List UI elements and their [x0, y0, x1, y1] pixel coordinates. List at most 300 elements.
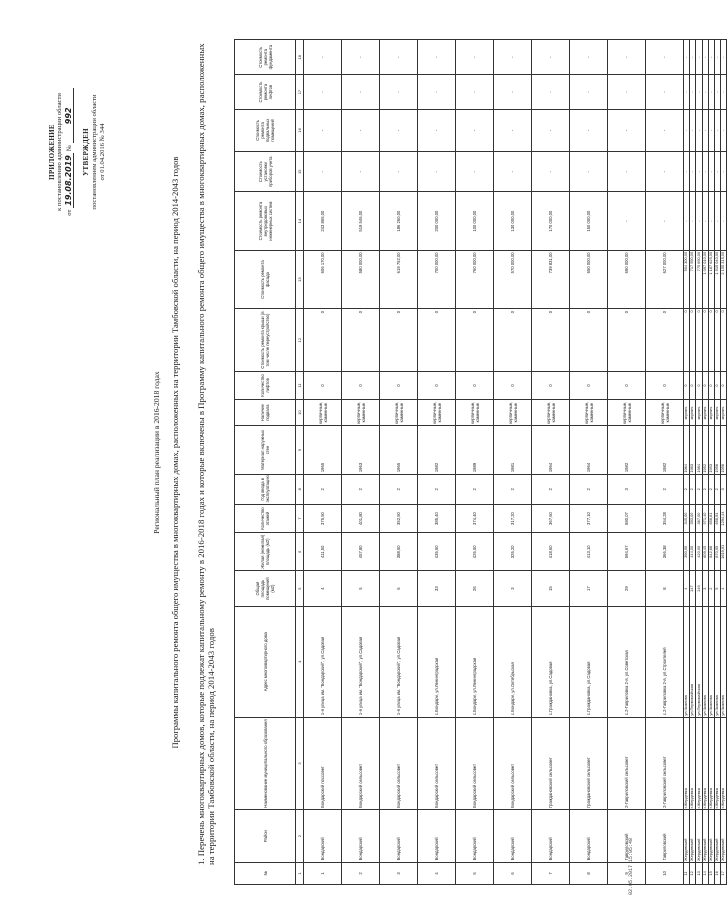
table-cell: -	[708, 75, 714, 109]
table-cell: 0	[494, 371, 532, 399]
table-cell: 2	[646, 474, 684, 504]
col-header: Количество этажей	[235, 504, 296, 532]
col-header: Стоимость ремонта внутридомовых инженерных систем	[235, 192, 296, 250]
table-cell: 700 000,00	[418, 250, 456, 308]
appendix-label: ПРИЛОЖЕНИЕ	[48, 124, 56, 180]
table-cell: 1984	[696, 426, 702, 474]
table-cell: -	[708, 192, 714, 250]
table-cell: с.2-Гавриловка 2-я, ул.Советская	[608, 606, 646, 717]
table-cell: 519 546,00	[342, 192, 380, 250]
table-cell: 717 550,00	[690, 250, 696, 308]
table-cell: 0	[714, 309, 720, 372]
table-cell: 0	[342, 309, 380, 372]
table-cell: 0	[702, 309, 708, 372]
table-cell: 2	[494, 474, 532, 504]
table-cell: 775 650,00	[696, 250, 702, 308]
approval-header	[48, 52, 107, 252]
table-cell: -	[714, 192, 720, 250]
table-cell: -	[304, 152, 342, 192]
table-cell: 354,28	[646, 504, 684, 532]
table-cell: ул.Первомайская	[696, 606, 702, 717]
table-row	[418, 40, 456, 885]
table-cell: -	[570, 75, 608, 109]
column-number-cell: 6	[296, 533, 304, 571]
table-cell: 2	[690, 474, 696, 504]
table-cell: Жердевский	[684, 810, 690, 862]
table-cell: -	[690, 152, 696, 192]
col-header: Материал наружных стен	[235, 426, 296, 474]
table-cell: 2	[304, 474, 342, 504]
appendix-line: к постановлению администрации области	[56, 93, 64, 211]
table-cell: -	[646, 152, 684, 192]
col-header: Стоимость ремонта фасада	[235, 250, 296, 308]
houses-table	[234, 39, 727, 885]
table-cell: 411,50	[304, 533, 342, 571]
table-cell: 9	[608, 862, 646, 884]
table-cell: 457,80	[342, 533, 380, 571]
table-cell: Бондарский сельсовет	[380, 717, 418, 810]
table-body	[296, 40, 727, 885]
table-cell: -	[380, 75, 418, 109]
table-cell: -	[702, 109, 708, 151]
table-cell: -	[380, 40, 418, 75]
table-cell: -	[342, 75, 380, 109]
table-cell: 418,60	[532, 533, 570, 571]
column-number-cell: 8	[296, 474, 304, 504]
table-cell: -	[456, 40, 494, 75]
table-row	[608, 40, 646, 885]
column-number-cell: 15	[296, 152, 304, 192]
table-cell: кирпичные, каменные	[608, 400, 646, 426]
table-cell: 594,67	[608, 533, 646, 571]
date-prefix: от	[65, 209, 73, 216]
table-cell: кирпичные, каменные	[456, 400, 494, 426]
table-cell: 570 000,00	[494, 250, 532, 308]
column-number-cell: 18	[296, 40, 304, 75]
table-cell: 367,60	[532, 504, 570, 532]
table-cell: 1982	[418, 426, 456, 474]
table-cell: -	[342, 152, 380, 192]
table-cell: -	[456, 109, 494, 151]
column-number-cell: 4	[296, 606, 304, 717]
table-cell: Бондарский сельсовет	[342, 717, 380, 810]
table-cell: 12	[690, 862, 696, 884]
table-cell: -	[494, 109, 532, 151]
table-cell: кирпичные, каменные	[532, 400, 570, 426]
table-cell: 1982	[608, 426, 646, 474]
table-row	[646, 40, 684, 885]
table-cell: 345,00	[684, 504, 690, 532]
table-cell: Граждановский сельсовет	[532, 717, 570, 810]
table-cell: Жердевский	[708, 810, 714, 862]
table-cell: г.Жердевка	[702, 717, 708, 810]
col-header: №	[235, 862, 296, 884]
table-cell: -	[714, 109, 720, 151]
table-cell: 2	[708, 474, 714, 504]
table-cell: кирпич.	[696, 400, 702, 426]
program-title: Программы капитального ремонта общего имущества в многоквартирных домах, расположенных на территории Тамбовской области, на период 2014-2043 годов	[170, 156, 180, 749]
table-cell: -	[690, 192, 696, 250]
table-cell: 243 865,00	[304, 192, 342, 250]
table-row	[342, 40, 380, 885]
table-cell: 0	[456, 371, 494, 399]
number-prefix: №	[65, 144, 73, 152]
table-cell: 0	[646, 309, 684, 372]
table-cell: 1983	[690, 426, 696, 474]
table-cell: с.Бондари, ул.Ленинградская	[456, 606, 494, 717]
table-cell: -	[708, 40, 714, 75]
table-cell: 2 155 315,00	[721, 250, 727, 308]
table-cell: кирпичные, каменные	[342, 400, 380, 426]
table-row	[380, 40, 418, 885]
table-cell: -	[646, 192, 684, 250]
table-cell: 1-я улица им. "Бондарский", ул.Садовая	[380, 606, 418, 717]
table-cell: 606 170,00	[304, 250, 342, 308]
table-cell: Бондарский	[380, 810, 418, 862]
col-header: Наименование муниципального образования	[235, 717, 296, 810]
table-cell: 14	[702, 862, 708, 884]
table-cell: -	[570, 40, 608, 75]
table-cell: с.Бондари, ул.Октябрьская	[494, 606, 532, 717]
table-cell: 8	[646, 571, 684, 606]
table-cell: Жердевский	[696, 810, 702, 862]
table-cell: 0	[708, 371, 714, 399]
table-cell: 0	[418, 371, 456, 399]
col-header: Стоимость ремонта крыши (в том числе переустройство)	[235, 309, 296, 372]
table-cell: 147	[690, 571, 696, 606]
table-cell: 0	[342, 371, 380, 399]
approved-label: УТВЕРЖДЕН	[82, 128, 91, 176]
table-cell: -	[456, 75, 494, 109]
table-cell: -	[721, 40, 727, 75]
table-cell: 130 000,00	[494, 192, 532, 250]
table-cell: г.Жердевка	[721, 717, 727, 810]
table-cell: 0	[608, 309, 646, 372]
col-header: Общая площадь помещений (м2)	[235, 571, 296, 606]
table-cell: 420,00	[696, 533, 702, 571]
table-cell: с.2-Гавриловка 2-я, ул.Строителей	[646, 606, 684, 717]
col-header: Стоимость ремонта лифтов	[235, 75, 296, 109]
table-cell: 0	[696, 309, 702, 372]
table-cell: Жердевский	[690, 810, 696, 862]
table-cell: 0	[696, 371, 702, 399]
table-cell: -	[494, 75, 532, 109]
table-cell: 0	[702, 371, 708, 399]
table-cell: -	[608, 40, 646, 75]
table-cell: -	[608, 192, 646, 250]
table-cell: 2	[532, 474, 570, 504]
table-row	[304, 40, 342, 885]
table-cell: 4	[418, 862, 456, 884]
column-number-cell: 14	[296, 192, 304, 250]
table-cell: 5	[456, 862, 494, 884]
print-timestamp: 02.05.2017 15:05:48	[628, 837, 634, 895]
table-cell: 4	[304, 571, 342, 606]
table-cell: -	[532, 40, 570, 75]
table-cell: 3	[380, 862, 418, 884]
table-cell: Бондарский сельсовет	[494, 717, 532, 810]
table-cell: -	[690, 75, 696, 109]
table-cell: 1952	[702, 426, 708, 474]
table-cell: 609,45	[702, 533, 708, 571]
table-cell: -	[304, 40, 342, 75]
table-cell: 580,07	[608, 504, 646, 532]
table-cell: 3	[721, 474, 727, 504]
table-cell: 5	[714, 571, 720, 606]
table-cell: 366,38	[646, 533, 684, 571]
table-cell: Бондарский сельсовет	[456, 717, 494, 810]
appendix-date-line	[65, 52, 74, 252]
table-cell: -	[690, 109, 696, 151]
table-cell: -	[304, 75, 342, 109]
table-cell: 0	[570, 309, 608, 372]
table-cell: 186 260,00	[380, 192, 418, 250]
table-cell: -	[696, 40, 702, 75]
table-cell: -	[494, 40, 532, 75]
table-cell: 2	[708, 571, 714, 606]
table-cell: 13	[696, 862, 702, 884]
table-cell: -	[708, 152, 714, 192]
table-cell: 0	[532, 309, 570, 372]
table-cell: 571,40	[702, 504, 708, 532]
table-cell: 1965	[380, 426, 418, 474]
table-cell: г.Жердевка	[684, 717, 690, 810]
table-cell: 0	[684, 309, 690, 372]
table-cell: -	[646, 40, 684, 75]
table-cell: 149	[696, 571, 702, 606]
table-cell: 17	[570, 571, 608, 606]
table-cell: ул.Чкалова	[708, 606, 714, 717]
table-cell: -	[342, 40, 380, 75]
table-cell: 377,10	[570, 504, 608, 532]
table-cell: Жердевский	[714, 810, 720, 862]
table-cell: 0	[684, 371, 690, 399]
table-cell: 1 187 625,00	[708, 250, 714, 308]
table-cell: -	[696, 192, 702, 250]
table-cell: 393,00	[690, 504, 696, 532]
table-cell: 2	[684, 474, 690, 504]
table-cell: Бондарский	[456, 810, 494, 862]
table-cell: -	[721, 75, 727, 109]
table-cell: -	[608, 75, 646, 109]
table-cell: ул.Чкалова	[714, 606, 720, 717]
table-cell: Жердевский	[702, 810, 708, 862]
table-cell: -	[684, 75, 690, 109]
table-cell: -	[646, 75, 684, 109]
column-number-cell: 13	[296, 250, 304, 308]
table-cell: -	[380, 109, 418, 151]
table-cell: 0	[690, 309, 696, 372]
col-header: Стоимость установки приборов учета	[235, 152, 296, 192]
table-cell: 4	[684, 571, 690, 606]
table-cell: Бондарский	[570, 810, 608, 862]
table-cell: 1-я улица им. "Бондарский", ул.Садовая	[342, 606, 380, 717]
table-cell: 7	[532, 862, 570, 884]
table-cell: 2	[570, 474, 608, 504]
table-cell: 739 831,00	[532, 250, 570, 308]
table-cell: -	[380, 152, 418, 192]
table-cell: 2	[696, 474, 702, 504]
table-cell: 619 752,00	[380, 250, 418, 308]
table-cell: -	[690, 40, 696, 75]
table-row	[570, 40, 608, 885]
table-cell: с.Граждановка, ул.Садовая	[532, 606, 570, 717]
table-cell: г.Жердевка	[690, 717, 696, 810]
table-row	[494, 40, 532, 885]
table-cell: г.Жердевка	[714, 717, 720, 810]
table-cell: -	[684, 109, 690, 151]
table-cell: -	[456, 152, 494, 192]
table-cell: 760 000,00	[456, 250, 494, 308]
table-cell: 870,55	[714, 533, 720, 571]
approved-line-2: от 01.04.2016 № 344	[99, 123, 107, 181]
table-cell: 1981	[494, 426, 532, 474]
approved-line-1: постановлением администрации области	[90, 94, 98, 210]
table-cell: -	[702, 192, 708, 250]
table-cell: 1619,91	[721, 533, 727, 571]
col-header: Стоимость ремонта фундамента	[235, 40, 296, 75]
table-cell: Бондарский	[418, 810, 456, 862]
table-cell: -	[304, 109, 342, 151]
table-cell: 426,50	[456, 533, 494, 571]
table-cell: кирпичные, каменные	[646, 400, 684, 426]
table-cell: 1965	[304, 426, 342, 474]
table-cell: -	[684, 192, 690, 250]
table-cell: ул.Первомайская	[690, 606, 696, 717]
table-cell: 0	[714, 371, 720, 399]
table-cell: 26	[456, 571, 494, 606]
table-cell: -	[418, 40, 456, 75]
table-cell: 0	[456, 309, 494, 372]
table-cell: кирпич.	[684, 400, 690, 426]
table-cell: 1294,44	[721, 504, 727, 532]
table-cell: 627 000,00	[646, 250, 684, 308]
column-number-cell: 16	[296, 109, 304, 151]
table-cell: -	[684, 152, 690, 192]
table-cell: 326,20	[494, 533, 532, 571]
table-cell: кирпич.	[721, 400, 727, 426]
table-cell: 658,61	[708, 504, 714, 532]
table-cell: 3	[494, 571, 532, 606]
table-cell: Жердевский	[721, 810, 727, 862]
table-cell: 1989	[456, 426, 494, 474]
table-cell: Бондарский	[304, 810, 342, 862]
table-cell: кирпичные, каменные	[570, 400, 608, 426]
table-cell: -	[418, 152, 456, 192]
table-cell: 15	[708, 862, 714, 884]
table-cell: Бондарский	[342, 810, 380, 862]
table-cell: ул.Чкалова	[684, 606, 690, 717]
table-cell: -	[418, 109, 456, 151]
col-header: Наличие подвала	[235, 400, 296, 426]
table-cell: 2	[702, 474, 708, 504]
table-cell: 29	[608, 571, 646, 606]
table-cell: 1	[304, 862, 342, 884]
table-cell: 1 097 010,00	[702, 250, 708, 308]
table-cell: -	[418, 75, 456, 109]
column-number-cell: 5	[296, 571, 304, 606]
table-cell: кирпичные, каменные	[494, 400, 532, 426]
table-cell: 1964	[684, 426, 690, 474]
table-cell: Гавриловский	[608, 810, 646, 862]
table-cell: 401,80	[342, 504, 380, 532]
table-cell: Бондарский поссовет	[304, 717, 342, 810]
table-cell: -	[684, 40, 690, 75]
table-cell: кирпич.	[690, 400, 696, 426]
column-number-cell: 12	[296, 309, 304, 372]
table-cell: г.Жердевка	[708, 717, 714, 810]
table-row	[532, 40, 570, 885]
table-cell: 100 000,00	[456, 192, 494, 250]
table-cell: 6	[380, 571, 418, 606]
table-cell: 33	[418, 571, 456, 606]
table-cell: -	[494, 152, 532, 192]
table-cell: 1956	[714, 426, 720, 474]
table-cell: Гавриловский	[646, 810, 684, 862]
table-cell: 0	[418, 309, 456, 372]
table-cell: ул.Чкалова	[721, 606, 727, 717]
table-cell: 0	[494, 309, 532, 372]
column-number-cell: 7	[296, 504, 304, 532]
column-number-cell: 2	[296, 810, 304, 862]
table-cell: кирпичные, каменные	[418, 400, 456, 426]
table-cell: 2-Гавриловский сельсовет	[646, 717, 684, 810]
col-header: Год ввода в эксплуатацию	[235, 474, 296, 504]
table-cell: 444,00	[690, 533, 696, 571]
column-number-cell: 9	[296, 426, 304, 474]
table-cell: Бондарский	[494, 810, 532, 862]
table-cell: 658,91	[714, 504, 720, 532]
col-header: Жилая (нежилая) площадь (м2)	[235, 533, 296, 571]
table-cell: 150 000,00	[570, 192, 608, 250]
table-cell: 690 000,00	[608, 250, 646, 308]
table-cell: -	[608, 152, 646, 192]
table-cell: 842,68	[708, 533, 714, 571]
table-cell: 10	[646, 862, 684, 884]
table-cell: 17	[721, 862, 727, 884]
table-cell: -	[714, 152, 720, 192]
table-cell: 2-Гавриловский сельсовет	[608, 717, 646, 810]
table-cell: 0	[646, 371, 684, 399]
table-cell: 435,50	[418, 533, 456, 571]
handwritten-number: 992	[65, 88, 74, 143]
col-header: Количество лифтов	[235, 371, 296, 399]
column-number-cell: 17	[296, 75, 304, 109]
table-cell: -	[702, 40, 708, 75]
table-cell: 11	[684, 862, 690, 884]
table-cell: 0	[380, 371, 418, 399]
table-cell: 2	[380, 474, 418, 504]
column-number-row	[296, 40, 304, 885]
column-number-cell: 3	[296, 717, 304, 810]
table-cell: Бондарский сельсовет	[418, 717, 456, 810]
col-header: Район	[235, 810, 296, 862]
table-cell: -	[708, 109, 714, 151]
table-cell: 375,50	[304, 504, 342, 532]
table-cell: -	[696, 75, 702, 109]
table-cell: 3	[702, 571, 708, 606]
table-cell: 8	[570, 862, 608, 884]
table-cell: -	[570, 109, 608, 151]
column-number-cell: 1	[296, 862, 304, 884]
table-cell: 1953	[708, 426, 714, 474]
table-cell: 388,50	[380, 533, 418, 571]
table-row	[721, 40, 727, 885]
table-cell: 170 000,00	[532, 192, 570, 250]
table-row	[456, 40, 494, 885]
table-cell: -	[702, 152, 708, 192]
table-cell: 2	[714, 474, 720, 504]
